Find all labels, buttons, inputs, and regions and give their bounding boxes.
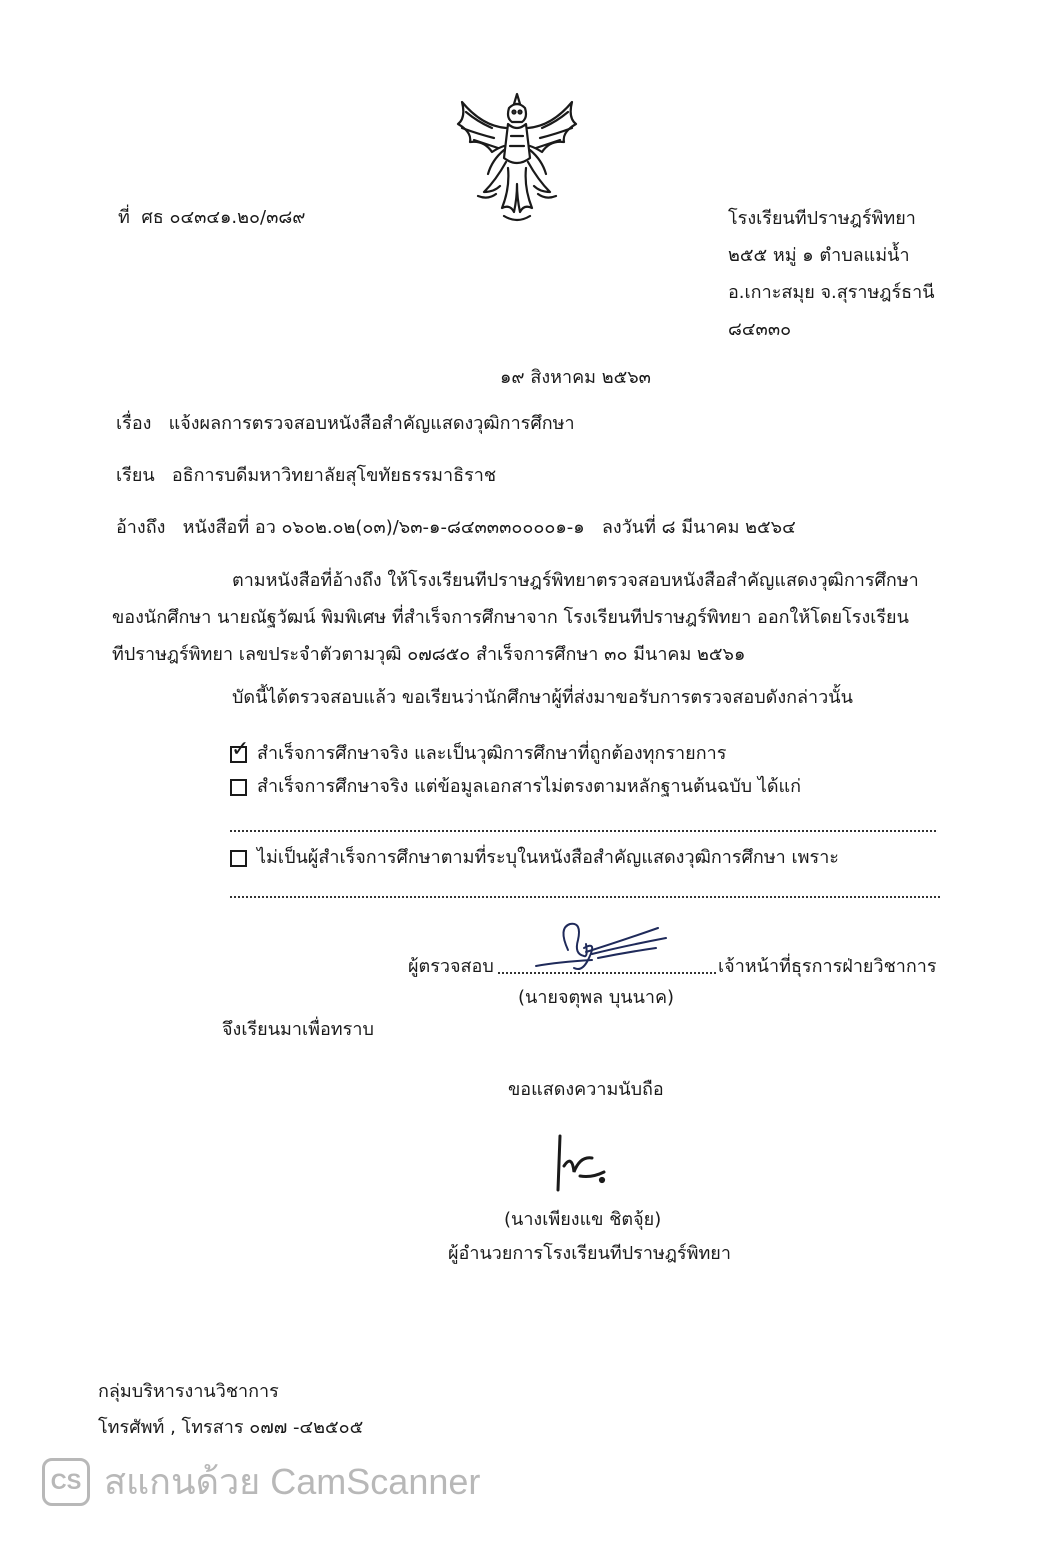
checker-name: (นายจตุพล บุนนาค) [518,987,675,1008]
checklist-item [230,846,839,870]
garuda-emblem-icon [448,88,586,228]
reference-line-text: หนังสือที่ อว ๐๖๐๒.๐๒(๐๓)/๖๓-๑-๘๔๓๓๓๐๐๐๐๑-๑ [182,517,585,538]
checkmark-icon: ✓ [231,736,250,762]
body-paragraph [112,562,944,673]
signature-dotted-line [498,972,716,974]
subject-line [116,412,575,436]
unchecked-checkbox [230,779,247,796]
checklist-label: สำเร็จการศึกษาจริง แต่ข้อมูลเอกสารไม่ตรงตามหลักฐานต้นฉบับ ได้แก่ [257,776,802,797]
address-line: ๒๕๕ หมู่ ๑ ตำบลแม่น้ำ [728,245,910,266]
subject-label: เรื่อง [116,413,152,434]
dotted-fill-line [230,830,936,832]
address-line: โรงเรียนทีปราษฎร์พิทยา [728,208,916,229]
sender-address [728,200,935,348]
director-signature [540,1132,620,1194]
reference-line [116,516,796,540]
checklist-label: ไม่เป็นผู้สำเร็จการศึกษาตามที่ระบุในหนังสือสำคัญแสดงวุฒิการศึกษา เพราะ [257,847,839,868]
subject-text: แจ้งผลการตรวจสอบหนังสือสำคัญแสดงวุฒิการศึกษา [168,413,575,434]
recipient-line [116,464,496,488]
reference-label: ที่ [118,207,130,228]
document-reference [118,206,305,230]
result-intro: บัดนี้ได้ตรวจสอบแล้ว ขอเรียนว่านักศึกษาผู้ที่ส่งมาขอรับการตรวจสอบดังกล่าวนั้น [232,687,853,708]
checklist-item [230,775,801,799]
body-line: ตามหนังสือที่อ้างถึง ให้โรงเรียนทีปราษฎร์พิทยาตรวจสอบหนังสือสำคัญแสดงวุฒิการศึกษา [232,570,919,591]
closing-notify: จึงเรียนมาเพื่อทราบ [222,1019,374,1040]
document-date: ๑๙ สิงหาคม ๒๕๖๓ [500,367,651,388]
dotted-fill-line [230,896,940,898]
address-line: อ.เกาะสมุย จ.สุราษฎร์ธานี [728,282,935,303]
camscanner-logo-icon: CS [42,1458,90,1506]
reference-line-date: ลงวันที่ ๘ มีนาคม ๒๕๖๔ [601,517,796,538]
checklist-label: สำเร็จการศึกษาจริง และเป็นวุฒิการศึกษาที่ถูกต้องทุกรายการ [257,743,727,764]
camscanner-watermark: สแกนด้วย CamScanner [104,1461,481,1502]
checker-position: เจ้าหน้าที่ธุรการฝ่ายวิชาการ [718,956,937,977]
body-line: ของนักศึกษา นายณัฐวัฒน์ พิมพิเศษ ที่สำเร็จการศึกษาจาก โรงเรียนทีปราษฎร์พิทยา ออกให้โดยโรงเรียน [112,607,909,628]
unchecked-checkbox [230,850,247,867]
checker-signature [528,914,674,978]
checker-label: ผู้ตรวจสอบ [408,956,494,977]
checklist-item [230,736,727,766]
footer-department: กลุ่มบริหารงานวิชาการ [98,1381,279,1402]
reference-number: ศธ ๐๔๓๔๑.๒๐/๓๘๙ [141,207,306,228]
signer-title: ผู้อำนวยการโรงเรียนทีปราษฎร์พิทยา [448,1243,731,1264]
body-line: ทีปราษฎร์พิทยา เลขประจำตัวตามวุฒิ ๐๗๘๕๐ สำเร็จการศึกษา ๓๐ มีนาคม ๒๕๖๑ [112,644,746,665]
reference-line-label: อ้างถึง [116,517,166,538]
closing-regards: ขอแสดงความนับถือ [508,1079,664,1100]
checked-checkbox [230,736,250,763]
signer-name: (นางเพียงแข ชิตจุ้ย) [504,1209,662,1230]
footer-phone: โทรศัพท์ , โทรสาร ๐๗๗ -๔๒๕๐๕ [98,1417,364,1438]
recipient-label: เรียน [116,465,155,486]
recipient-text: อธิการบดีมหาวิทยาลัยสุโขทัยธรรมาธิราช [171,465,497,486]
address-line: ๘๔๓๓๐ [728,319,792,340]
